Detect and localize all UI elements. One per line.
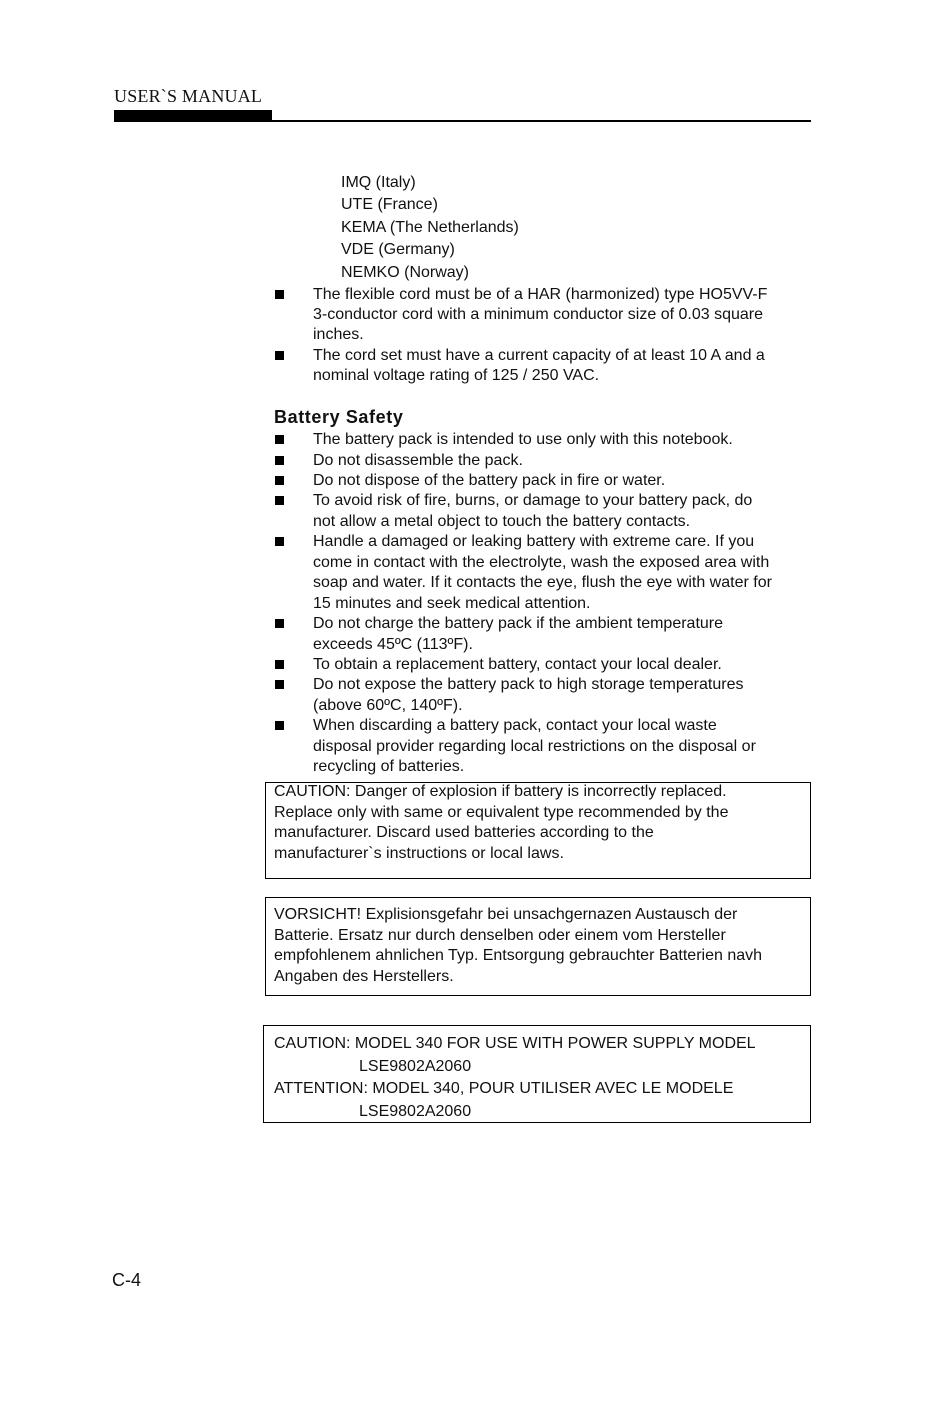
caution-line: CAUTION: Danger of explosion if battery is incorrectly replaced.	[274, 783, 727, 800]
cord-bullet-line: 3-conductor cord with a minimum conductor size of 0.03 square	[313, 306, 763, 323]
battery-bullet-line: The battery pack is intended to use only with this notebook.	[313, 431, 733, 448]
battery-bullet-line: To obtain a replacement battery, contact your local dealer.	[313, 656, 722, 673]
header-thin-rule	[114, 120, 811, 122]
approval-item: VDE (Germany)	[341, 241, 455, 258]
model-attention-number: LSE9802A2060	[359, 1103, 472, 1120]
battery-bullet-line: disposal provider regarding local restrictions on the disposal or	[313, 738, 756, 755]
model-caution-line: CAUTION: MODEL 340 FOR USE WITH POWER SUPPLY MODEL	[274, 1035, 756, 1052]
vorsicht-line: empfohlenem ahnlichen Typ. Entsorgung gebrauchter Batterien navh	[274, 947, 763, 964]
cord-bullet-line: The flexible cord must be of a HAR (harmonized) type HO5VV-F	[313, 286, 768, 303]
model-caution-number: LSE9802A2060	[359, 1058, 472, 1075]
section-heading: Battery Safety	[274, 407, 404, 427]
cord-bullet-line: The cord set must have a current capacity of at least 10 A and a	[313, 347, 765, 364]
caution-line: Replace only with same or equivalent type recommended by the	[274, 804, 729, 821]
bullet-marker	[275, 660, 284, 669]
bullet-marker	[275, 456, 284, 465]
page-number: C-4	[112, 1270, 142, 1290]
approval-item: NEMKO (Norway)	[341, 264, 470, 281]
vorsicht-line: VORSICHT! Explisionsgefahr bei unsachgernazen Austausch der	[274, 906, 738, 923]
battery-bullet-line: not allow a metal object to touch the battery contacts.	[313, 513, 691, 530]
bullet-marker	[275, 351, 284, 360]
battery-bullet-line: exceeds 45ºC (113ºF).	[313, 636, 473, 653]
bullet-marker	[275, 619, 284, 628]
vorsicht-line: Angaben des Herstellers.	[274, 968, 454, 985]
battery-bullet-line: Do not charge the battery pack if the ambient temperature	[313, 615, 724, 632]
approval-item: KEMA (The Netherlands)	[341, 219, 519, 236]
approval-item: IMQ (Italy)	[341, 174, 416, 191]
bullet-marker	[275, 435, 284, 444]
battery-bullet-line: 15 minutes and seek medical attention.	[313, 595, 591, 612]
bullet-marker	[275, 496, 284, 505]
battery-bullet-line: come in contact with the electrolyte, wash the exposed area with	[313, 554, 770, 571]
running-header: USER`S MANUAL	[114, 86, 263, 106]
battery-bullet-line: Do not expose the battery pack to high storage temperatures	[313, 676, 744, 693]
model-attention-line: ATTENTION: MODEL 340, POUR UTILISER AVEC LE MODELE	[274, 1080, 734, 1097]
bullet-marker	[275, 721, 284, 730]
cord-bullet-line: nominal voltage rating of 125 / 250 VAC.	[313, 367, 600, 384]
battery-bullet-line: (above 60ºC, 140ºF).	[313, 697, 463, 714]
battery-bullet-line: Do not disassemble the pack.	[313, 452, 523, 469]
battery-bullet-line: Do not dispose of the battery pack in fire or water.	[313, 472, 666, 489]
bullet-marker	[275, 680, 284, 689]
bullet-marker	[275, 290, 284, 299]
cord-bullet-line: inches.	[313, 326, 364, 343]
battery-bullet-line: When discarding a battery pack, contact your local waste	[313, 717, 717, 734]
vorsicht-line: Batterie. Ersatz nur durch denselben oder einem vom Hersteller	[274, 927, 726, 944]
battery-bullet-line: Handle a damaged or leaking battery with extreme care. If you	[313, 533, 755, 550]
battery-bullet-line: recycling of batteries.	[313, 758, 465, 775]
approval-item: UTE (France)	[341, 196, 438, 213]
caution-line: manufacturer`s instructions or local laws.	[274, 845, 564, 862]
battery-bullet-line: To avoid risk of fire, burns, or damage to your battery pack, do	[313, 492, 753, 509]
bullet-marker	[275, 537, 284, 546]
bullet-marker	[275, 476, 284, 485]
battery-bullet-line: soap and water. If it contacts the eye, flush the eye with water for	[313, 574, 772, 591]
caution-line: manufacturer. Discard used batteries according to the	[274, 824, 654, 841]
